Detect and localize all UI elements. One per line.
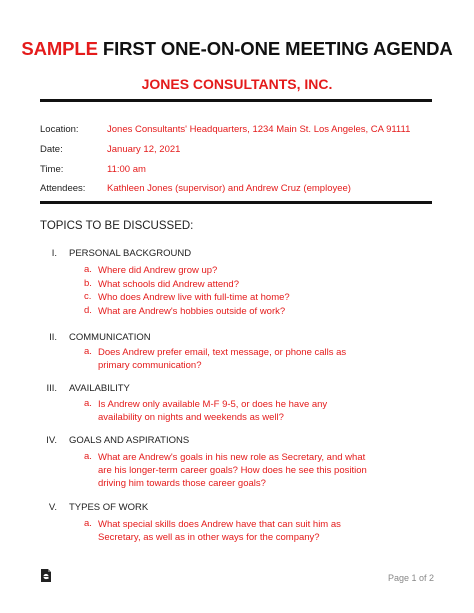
- document-logo-icon: [40, 569, 52, 583]
- section-title: AVAILABILITY: [69, 383, 130, 394]
- agenda-item: Who does Andrew live with full-time at home?: [98, 292, 290, 303]
- attendees-label: Attendees:: [40, 183, 86, 194]
- agenda-item: What are Andrew's goals in his new role as Secretary, and what are his longer-term career goals? How does he see this position driving him towards those career goals?: [98, 452, 367, 489]
- section-title: TYPES OF WORK: [69, 502, 149, 513]
- item-letter: a.: [84, 346, 92, 357]
- item-letter: b.: [84, 278, 92, 289]
- section-number: III.: [46, 383, 57, 394]
- time-value: 11:00 am: [107, 164, 146, 175]
- section-number: V.: [48, 502, 57, 513]
- company-name: JONES CONSULTANTS, INC.: [141, 76, 333, 92]
- title-sample-word: SAMPLE: [21, 38, 98, 59]
- agenda-item: What schools did Andrew attend?: [98, 279, 240, 290]
- location-value: Jones Consultants' Headquarters, 1234 Main St. Los Angeles, CA 91111: [107, 124, 411, 135]
- bottom-divider: [40, 201, 432, 204]
- top-divider: [40, 99, 432, 102]
- attendees-value: Kathleen Jones (supervisor) and Andrew Cruz (employee): [107, 183, 351, 194]
- date-value: January 12, 2021: [107, 144, 181, 155]
- section-title: COMMUNICATION: [69, 332, 151, 343]
- page-number: Page 1 of 2: [387, 573, 434, 583]
- agenda-item: Does Andrew prefer email, text message, or phone calls as primary communication?: [98, 347, 347, 371]
- item-letter: a.: [84, 264, 92, 275]
- item-letter: d.: [84, 305, 92, 316]
- topics-heading: TOPICS TO BE DISCUSSED:: [40, 220, 194, 232]
- section-number: I.: [51, 248, 57, 259]
- time-label: Time:: [40, 164, 64, 175]
- section-title: GOALS AND ASPIRATIONS: [69, 435, 190, 446]
- section-title: PERSONAL BACKGROUND: [69, 248, 192, 259]
- page-title: [0, 38, 474, 60]
- item-letter: a.: [84, 451, 92, 462]
- section-number: II.: [49, 332, 57, 343]
- date-label: Date:: [40, 144, 63, 155]
- item-letter: c.: [84, 291, 92, 302]
- agenda-item: What are Andrew's hobbies outside of work?: [98, 306, 286, 317]
- item-letter: a.: [84, 518, 92, 529]
- title-text: FIRST ONE-ON-ONE MEETING AGENDA: [97, 38, 453, 59]
- section-number: IV.: [46, 435, 57, 446]
- agenda-item: Where did Andrew grow up?: [98, 265, 218, 276]
- location-label: Location:: [40, 124, 79, 135]
- item-letter: a.: [84, 398, 92, 409]
- agenda-item: Is Andrew only available M-F 9-5, or does he have any availability on nights and weekends as well?: [98, 399, 328, 423]
- agenda-item: What special skills does Andrew have that can suit him as Secretary, as well as in other ways for the company?: [98, 519, 341, 543]
